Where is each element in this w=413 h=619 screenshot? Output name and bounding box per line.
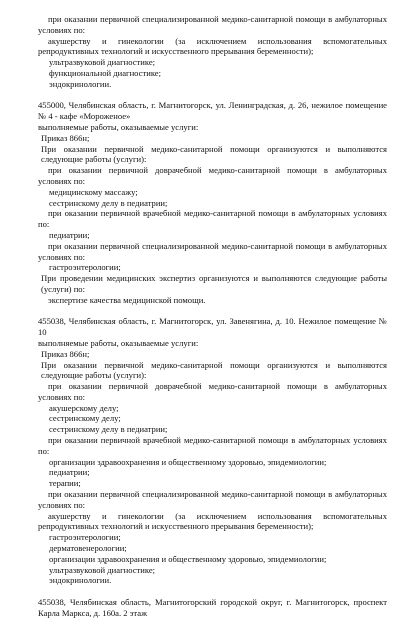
text-line: функциональной диагностике; (49, 67, 162, 78)
text-line: при оказании первичной специализированной медико-санитарной помощи в амбулаторных условиях по: (38, 14, 387, 35)
text-line: сестринскому делу в педиатрии; (49, 197, 168, 208)
text-line: педиатрии; (49, 467, 90, 478)
blank-line (38, 306, 387, 317)
blank-line (38, 586, 387, 597)
blank-line (38, 90, 387, 101)
text-line: эндокринологии. (49, 78, 112, 89)
text-line: сестринскому делу в педиатрии; (49, 424, 168, 435)
text-line: ультразвуковой диагностике; (49, 57, 156, 68)
text-line: 455038, Челябинская область, г. Магнитогорск, ул. Завенягина, д. 10. Нежилое помещение № 10 (38, 316, 387, 338)
text-line: акушерству и гинекологии (за исключением использования вспомогательных репродуктивных технологий и искусственного прерывания беременности); (38, 510, 387, 532)
text-line: выполняемые работы, оказываемые услуги: (38, 337, 199, 348)
text-line: дерматовенерологии; (49, 543, 127, 554)
text-line: организации здравоохранения и общественному здоровью, эпидемиологии; (49, 553, 327, 564)
text-line: при оказании первичной доврачебной медико-санитарной помощи в амбулаторных условиях по: (38, 165, 387, 186)
text-line: сестринскому делу; (49, 413, 121, 424)
text-line: гастроэнтерологии; (49, 532, 121, 543)
text-line: акушерскому делу; (49, 402, 119, 413)
text-line: эндокринологии. (49, 575, 112, 586)
text-line: педиатрии; (49, 229, 90, 240)
text-line: при оказании первичной специализированной медико-санитарной помощи в амбулаторных условиях по: (38, 489, 387, 510)
text-line: организации здравоохранения и общественному здоровью, эпидемиологии; (49, 456, 327, 467)
text-line: 455000, Челябинская область, г. Магнитогорск, ул. Ленинградская, д. 26, нежилое помещение № 4 - кафе «Мороженое» (38, 100, 387, 122)
text-line: медицинскому массажу; (49, 186, 138, 197)
text-line: При оказании первичной медико-санитарной помощи организуются и выполняются следующие работы (услуги): (41, 359, 387, 381)
text-line: ультразвуковой диагностике; (49, 564, 156, 575)
text-line: терапии; (49, 478, 81, 489)
text-line: При оказании первичной медико-санитарной помощи организуются и выполняются следующие работы (услуги): (41, 143, 387, 165)
text-line: 455038, Челябинская область, Магнитогорский городской округ, г. Магнитогорск, проспект Карла Маркса, д. 160а. 2 этаж (38, 597, 387, 618)
text-line: Приказ 866н; (41, 132, 90, 143)
text-line: акушерству и гинекологии (за исключением использования вспомогательных репродуктивных технологий и искусственного прерывания беременности); (38, 35, 387, 57)
text-line: при оказании первичной врачебной медико-санитарной помощи в амбулаторных условиях по: (38, 435, 387, 456)
text-line: при оказании первичной врачебной медико-санитарной помощи в амбулаторных условиях по: (38, 208, 387, 230)
text-line: При проведении медицинских экспертиз организуются и выполняются следующие работы (услуги) по: (41, 273, 387, 294)
text-line: выполняемые работы, оказываемые услуги: (38, 121, 199, 132)
text-line: при оказании первичной специализированной медико-санитарной помощи в амбулаторных условиях по: (38, 240, 387, 262)
text-line: при оказании первичной доврачебной медико-санитарной помощи в амбулаторных условиях по: (38, 381, 387, 402)
text-line: экспертизе качества медицинской помощи. (48, 294, 206, 305)
text-line: Приказ 866н; (41, 348, 90, 359)
text-line: гастроэнтерологии; (49, 262, 121, 273)
